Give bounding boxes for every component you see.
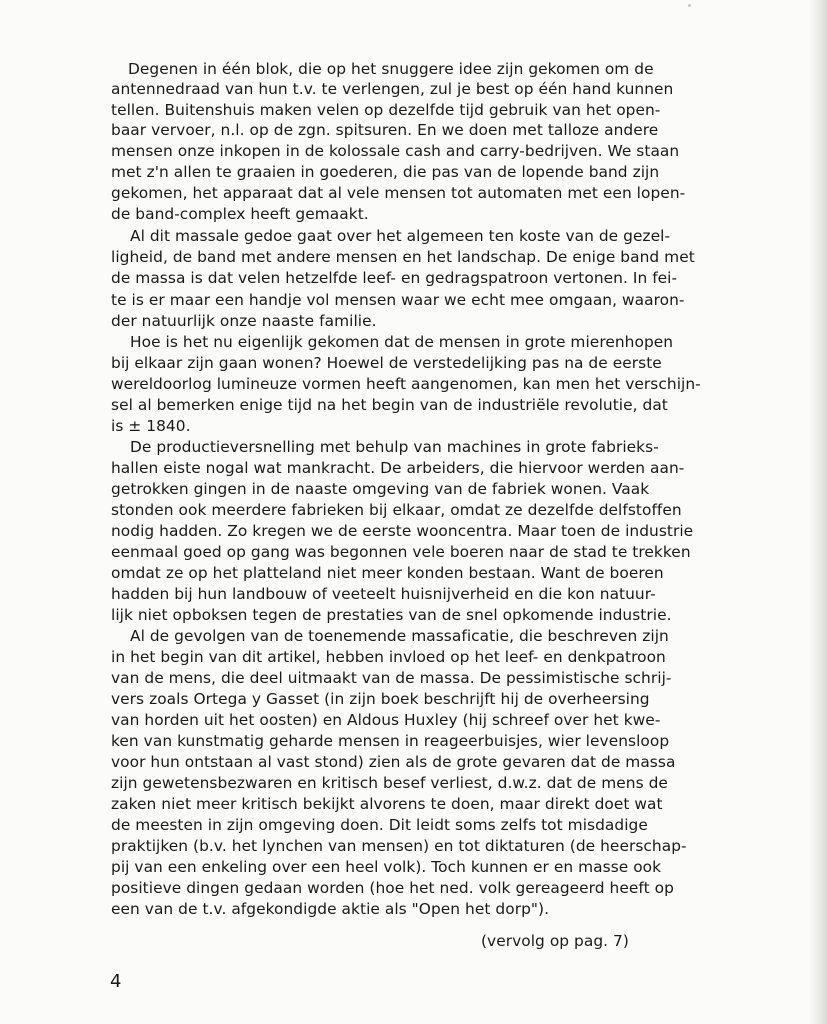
text-line: is ± 1840. xyxy=(111,417,191,435)
text-line: bij elkaar zijn gaan wonen? Hoewel de verstedelijking pas na de eerste xyxy=(111,354,662,372)
text-line: voor hun ontstaan al vast stond) zien als de grote gevaren dat de massa xyxy=(111,753,676,771)
text-line: Al de gevolgen van de toenemende massaficatie, die beschreven zijn xyxy=(130,627,669,645)
text-line: baar vervoer, n.l. op de zgn. spitsuren. En we doen met talloze andere xyxy=(111,121,659,139)
text-line: de meesten in zijn omgeving doen. Dit leidt soms zelfs tot misdadige xyxy=(111,816,648,834)
text-line: praktijken (b.v. het lynchen van mensen) en tot diktaturen (de heerschap- xyxy=(111,837,687,855)
text-line: ken van kunstmatig geharde mensen in reageerbuisjes, wier levensloop xyxy=(111,732,670,750)
text-line: getrokken gingen in de naaste omgeving van de fabriek wonen. Vaak xyxy=(111,480,650,498)
text-line: stonden ook meerdere fabrieken bij elkaar, omdat ze dezelfde delfstoffen xyxy=(111,501,682,519)
text-line: hallen eiste nogal wat mankracht. De arbeiders, die hiervoor werden aan- xyxy=(111,459,685,477)
text-line: positieve dingen gedaan worden (hoe het ned. volk gereageerd heeft op xyxy=(111,879,674,897)
text-line: zijn gewetensbezwaren en kritisch besef verliest, d.w.z. dat de mens de xyxy=(111,774,668,792)
text-line: te is er maar een handje vol mensen waar we echt mee omgaan, waaron- xyxy=(111,291,685,309)
text-line: Hoe is het nu eigenlijk gekomen dat de mensen in grote mierenhopen xyxy=(130,333,674,351)
text-line: Degenen in één blok, die op het snuggere idee zijn gekomen om de xyxy=(128,60,654,78)
text-line: met z'n allen te graaien in goederen, die pas van de lopende band zijn xyxy=(111,163,660,181)
text-line: omdat ze op het platteland niet meer konden bestaan. Want de boeren xyxy=(111,564,664,582)
text-line: lijk niet opboksen tegen de prestaties van de snel opkomende industrie. xyxy=(111,606,672,624)
page-number: 4 xyxy=(110,971,122,992)
text-line: Al dit massale gedoe gaat over het algemeen ten koste van de gezel- xyxy=(130,227,671,245)
text-line: eenmaal goed op gang was begonnen vele boeren naar de stad te trekken xyxy=(111,543,691,561)
text-line: tellen. Buitenshuis maken velen op dezelfde tijd gebruik van het open- xyxy=(111,101,661,119)
text-line: vers zoals Ortega y Gasset (in zijn boek beschrijft hij de overheersing xyxy=(111,690,650,708)
text-line: pij van een enkeling over een heel volk). Toch kunnen er en masse ook xyxy=(111,858,662,876)
text-line: van horden uit het oosten) en Aldous Huxley (hij schreef over het kwe- xyxy=(111,711,661,729)
text-line: der natuurlijk onze naaste familie. xyxy=(111,312,377,330)
text-line: van de mens, die deel uitmaakt van de massa. De pessimistische schrij- xyxy=(111,669,672,687)
text-line: mensen onze inkopen in de kolossale cash and carry-bedrijven. We staan xyxy=(111,142,680,160)
continuation-note: (vervolg op pag. 7) xyxy=(481,932,629,950)
text-line: nodig hadden. Zo kregen we de eerste wooncentra. Maar toen de industrie xyxy=(111,522,694,540)
text-line: antennedraad van hun t.v. te verlengen, zul je best op één hand kunnen xyxy=(111,80,674,98)
text-line: in het begin van dit artikel, hebben invloed op het leef- en denkpatroon xyxy=(111,648,666,666)
text-line: hadden bij hun landbouw of veeteelt huisnijverheid en die kon natuur- xyxy=(111,585,656,603)
text-line: wereldoorlog lumineuze vormen heeft aangenomen, kan men het verschijn- xyxy=(111,375,701,393)
text-line: de massa is dat velen hetzelfde leef- en gedragspatroon vertonen. In fei- xyxy=(111,269,678,287)
text-line: een van de t.v. afgekondigde aktie als "Open het dorp"). xyxy=(111,900,550,918)
text-line: ligheid, de band met andere mensen en het landschap. De enige band met xyxy=(111,248,695,266)
text-line: sel al bemerken enige tijd na het begin van de industriële revolutie, dat xyxy=(111,396,668,414)
text-line: de band-complex heeft gemaakt. xyxy=(111,205,369,223)
text-line: gekomen, het apparaat dat al vele mensen tot automaten met een lopen- xyxy=(111,184,686,202)
text-line: De productieversnelling met behulp van machines in grote fabrieks- xyxy=(130,438,659,456)
text-line: zaken niet meer kritisch bekijkt alvorens te doen, maar direkt doet wat xyxy=(111,795,663,813)
